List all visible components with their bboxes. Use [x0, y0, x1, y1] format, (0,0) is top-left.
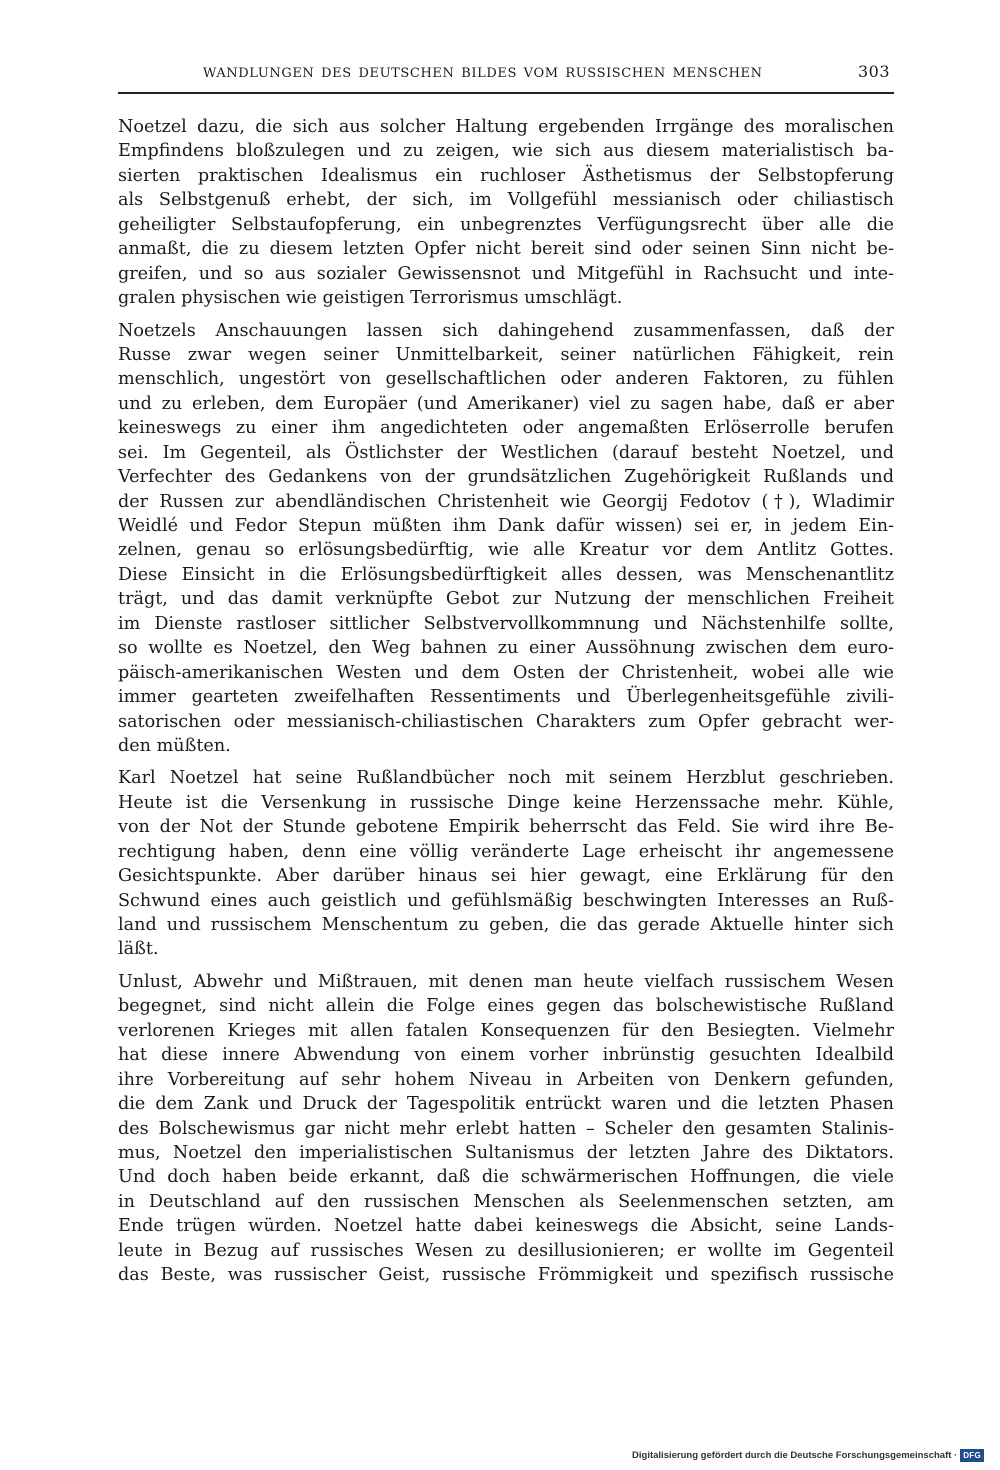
text-line: rechtigung haben, denn eine völlig veränderte Lage erheischt ihr angemessene — [118, 841, 894, 862]
text-line: von der Not der Stunde gebotene Empirik beherrscht das Feld. Sie wird ihre Be- — [118, 817, 894, 838]
text-line: Karl Noetzel hat seine Rußlandbücher noch mit seinem Herzblut geschrieben. — [118, 768, 894, 789]
text-line: immer gearteten zweifelhaften Ressentiments und Überlegenheitsgefühle zivili- — [118, 687, 894, 708]
text-line: Gesichtspunkte. Aber darüber hinaus sei hier gewagt, eine Erklärung für den — [118, 866, 894, 887]
text-line: den müßten. — [118, 735, 231, 756]
text-line: verlorenen Krieges mit allen fatalen Konsequenzen für den Besiegten. Vielmehr — [118, 1020, 894, 1041]
text-line: zelnen, genau so erlösungsbedürftig, wie alle Kreatur vor dem Antlitz Gottes. — [118, 540, 894, 561]
text-line: Noetzels Anschauungen lassen sich dahingehend zusammenfassen, daß der — [118, 320, 894, 341]
text-line: Ende trügen würden. Noetzel hatte dabei keineswegs die Absicht, seine Lands- — [118, 1216, 894, 1237]
text-line: Empfindens bloßzulegen und zu zeigen, wie sich aus diesem materialistisch ba- — [118, 141, 894, 162]
text-line: die dem Zank und Druck der Tagespolitik entrückt waren und die letzten Phasen — [118, 1094, 894, 1115]
text-line: im Dienste rastloser sittlicher Selbstvervollkommnung und Nächstenhilfe sollte, — [118, 613, 894, 634]
paragraph — [118, 319, 894, 759]
paragraph — [118, 115, 894, 311]
text-line: der Russen zur abendländischen Christenheit wie Georgij Fedotov (†), Wladimir — [118, 491, 894, 512]
text-line: Russe zwar wegen seiner Unmittelbarkeit, seiner natürlichen Fähigkeit, rein — [118, 344, 894, 365]
text-line: und zu erleben, dem Europäer (und Amerikaner) viel zu sagen habe, daß er aber — [118, 393, 894, 414]
body-text — [118, 115, 894, 1288]
text-line: hat diese innere Abwendung von einem vorher inbrünstig gesuchten Idealbild — [118, 1045, 894, 1066]
text-line: begegnet, sind nicht allein die Folge eines gegen das bolschewistische Rußland — [118, 996, 894, 1017]
footer-credit-text: Digitalisierung gefördert durch die Deutsche Forschungsgemeinschaft · — [632, 1449, 958, 1461]
dfg-logo: DFG — [960, 1449, 984, 1462]
text-line: als Selbstgenuß erhebt, der sich, im Vollgefühl messianisch oder chiliastisch — [118, 190, 894, 211]
text-line: greifen, und so aus sozialer Gewissensnot und Mitgefühl in Rachsucht und inte- — [118, 263, 894, 284]
text-line: Verfechter des Gedankens von der grundsätzlichen Zugehörigkeit Rußlands und — [118, 467, 894, 488]
text-line: sierten praktischen Idealismus ein ruchloser Ästhetismus der Selbstopferung — [118, 165, 894, 186]
text-line: Und doch haben beide erkannt, daß die schwärmerischen Hoffnungen, die viele — [118, 1167, 894, 1188]
text-line: anmaßt, die zu diesem letzten Opfer nicht bereit sind oder seinen Sinn nicht be- — [118, 239, 894, 260]
running-header-title: WANDLUNGEN DES DEUTSCHEN BILDES VOM RUSSISCHEN MENSCHEN — [203, 66, 763, 81]
text-line: leute in Bezug auf russisches Wesen zu desillusionieren; er wollte im Gegenteil — [118, 1240, 894, 1261]
text-line: geheiligter Selbstaufopferung, ein unbegrenztes Verfügungsrecht über alle die — [118, 214, 894, 235]
text-line: so wollte es Noetzel, den Weg bahnen zu einer Aussöhnung zwischen dem euro- — [118, 638, 894, 659]
paragraph — [118, 970, 894, 1288]
running-header — [118, 62, 894, 94]
text-line: mus, Noetzel den imperialistischen Sultanismus der letzten Jahre des Diktators. — [118, 1142, 894, 1163]
text-line: in Deutschland auf den russischen Menschen als Seelenmenschen setzten, am — [118, 1191, 894, 1212]
text-line: sei. Im Gegenteil, als Östlichster der Westlichen (darauf besteht Noetzel, und — [118, 442, 894, 463]
text-line: Noetzel dazu, die sich aus solcher Haltung ergebenden Irrgänge des moralischen — [118, 117, 894, 137]
text-line: des Bolschewismus gar nicht mehr erlebt hatten – Scheler den gesamten Stalinis- — [118, 1118, 894, 1139]
text-line: Diese Einsicht in die Erlösungsbedürftigkeit alles dessen, was Menschenantlitz — [118, 564, 894, 585]
text-line: Heute ist die Versenkung in russische Dinge keine Herzenssache mehr. Kühle, — [118, 792, 894, 813]
text-line: Unlust, Abwehr und Mißtrauen, mit denen man heute vielfach russischem Wesen — [118, 971, 894, 992]
text-line: keineswegs zu einer ihm angedichteten oder angemaßten Erlöserrolle berufen — [118, 418, 894, 439]
paragraph — [118, 766, 894, 962]
page-number: 303 — [857, 62, 890, 81]
text-line: satorischen oder messianisch-chiliastischen Charakters zum Opfer gebracht wer- — [118, 711, 894, 732]
text-line: land und russischem Menschentum zu geben, die das gerade Aktuelle hinter sich — [118, 915, 894, 935]
text-line: gralen physischen wie geistigen Terrorismus umschlägt. — [118, 288, 623, 309]
text-line: läßt. — [118, 939, 159, 960]
text-line: Schwund eines auch geistlich und gefühlsmäßig beschwingten Interesses an Ruß- — [118, 890, 894, 911]
text-line: ihre Vorbereitung auf sehr hohem Niveau in Arbeiten von Denkern gefunden, — [118, 1069, 894, 1090]
text-line: das Beste, was russischer Geist, russische Frömmigkeit und spezifisch russische — [118, 1265, 894, 1286]
text-line: trägt, und das damit verknüpfte Gebot zur Nutzung der menschlichen Freiheit — [118, 589, 894, 610]
text-line: päisch-amerikanischen Westen und dem Osten der Christenheit, wobei alle wie — [118, 662, 894, 683]
digitization-footer — [632, 1447, 984, 1463]
text-line: Weidlé und Fedor Stepun müßten ihm Dank dafür wissen) sei er, in jedem Ein- — [118, 516, 894, 536]
text-line: menschlich, ungestört von gesellschaftlichen oder anderen Faktoren, zu fühlen — [118, 369, 894, 390]
